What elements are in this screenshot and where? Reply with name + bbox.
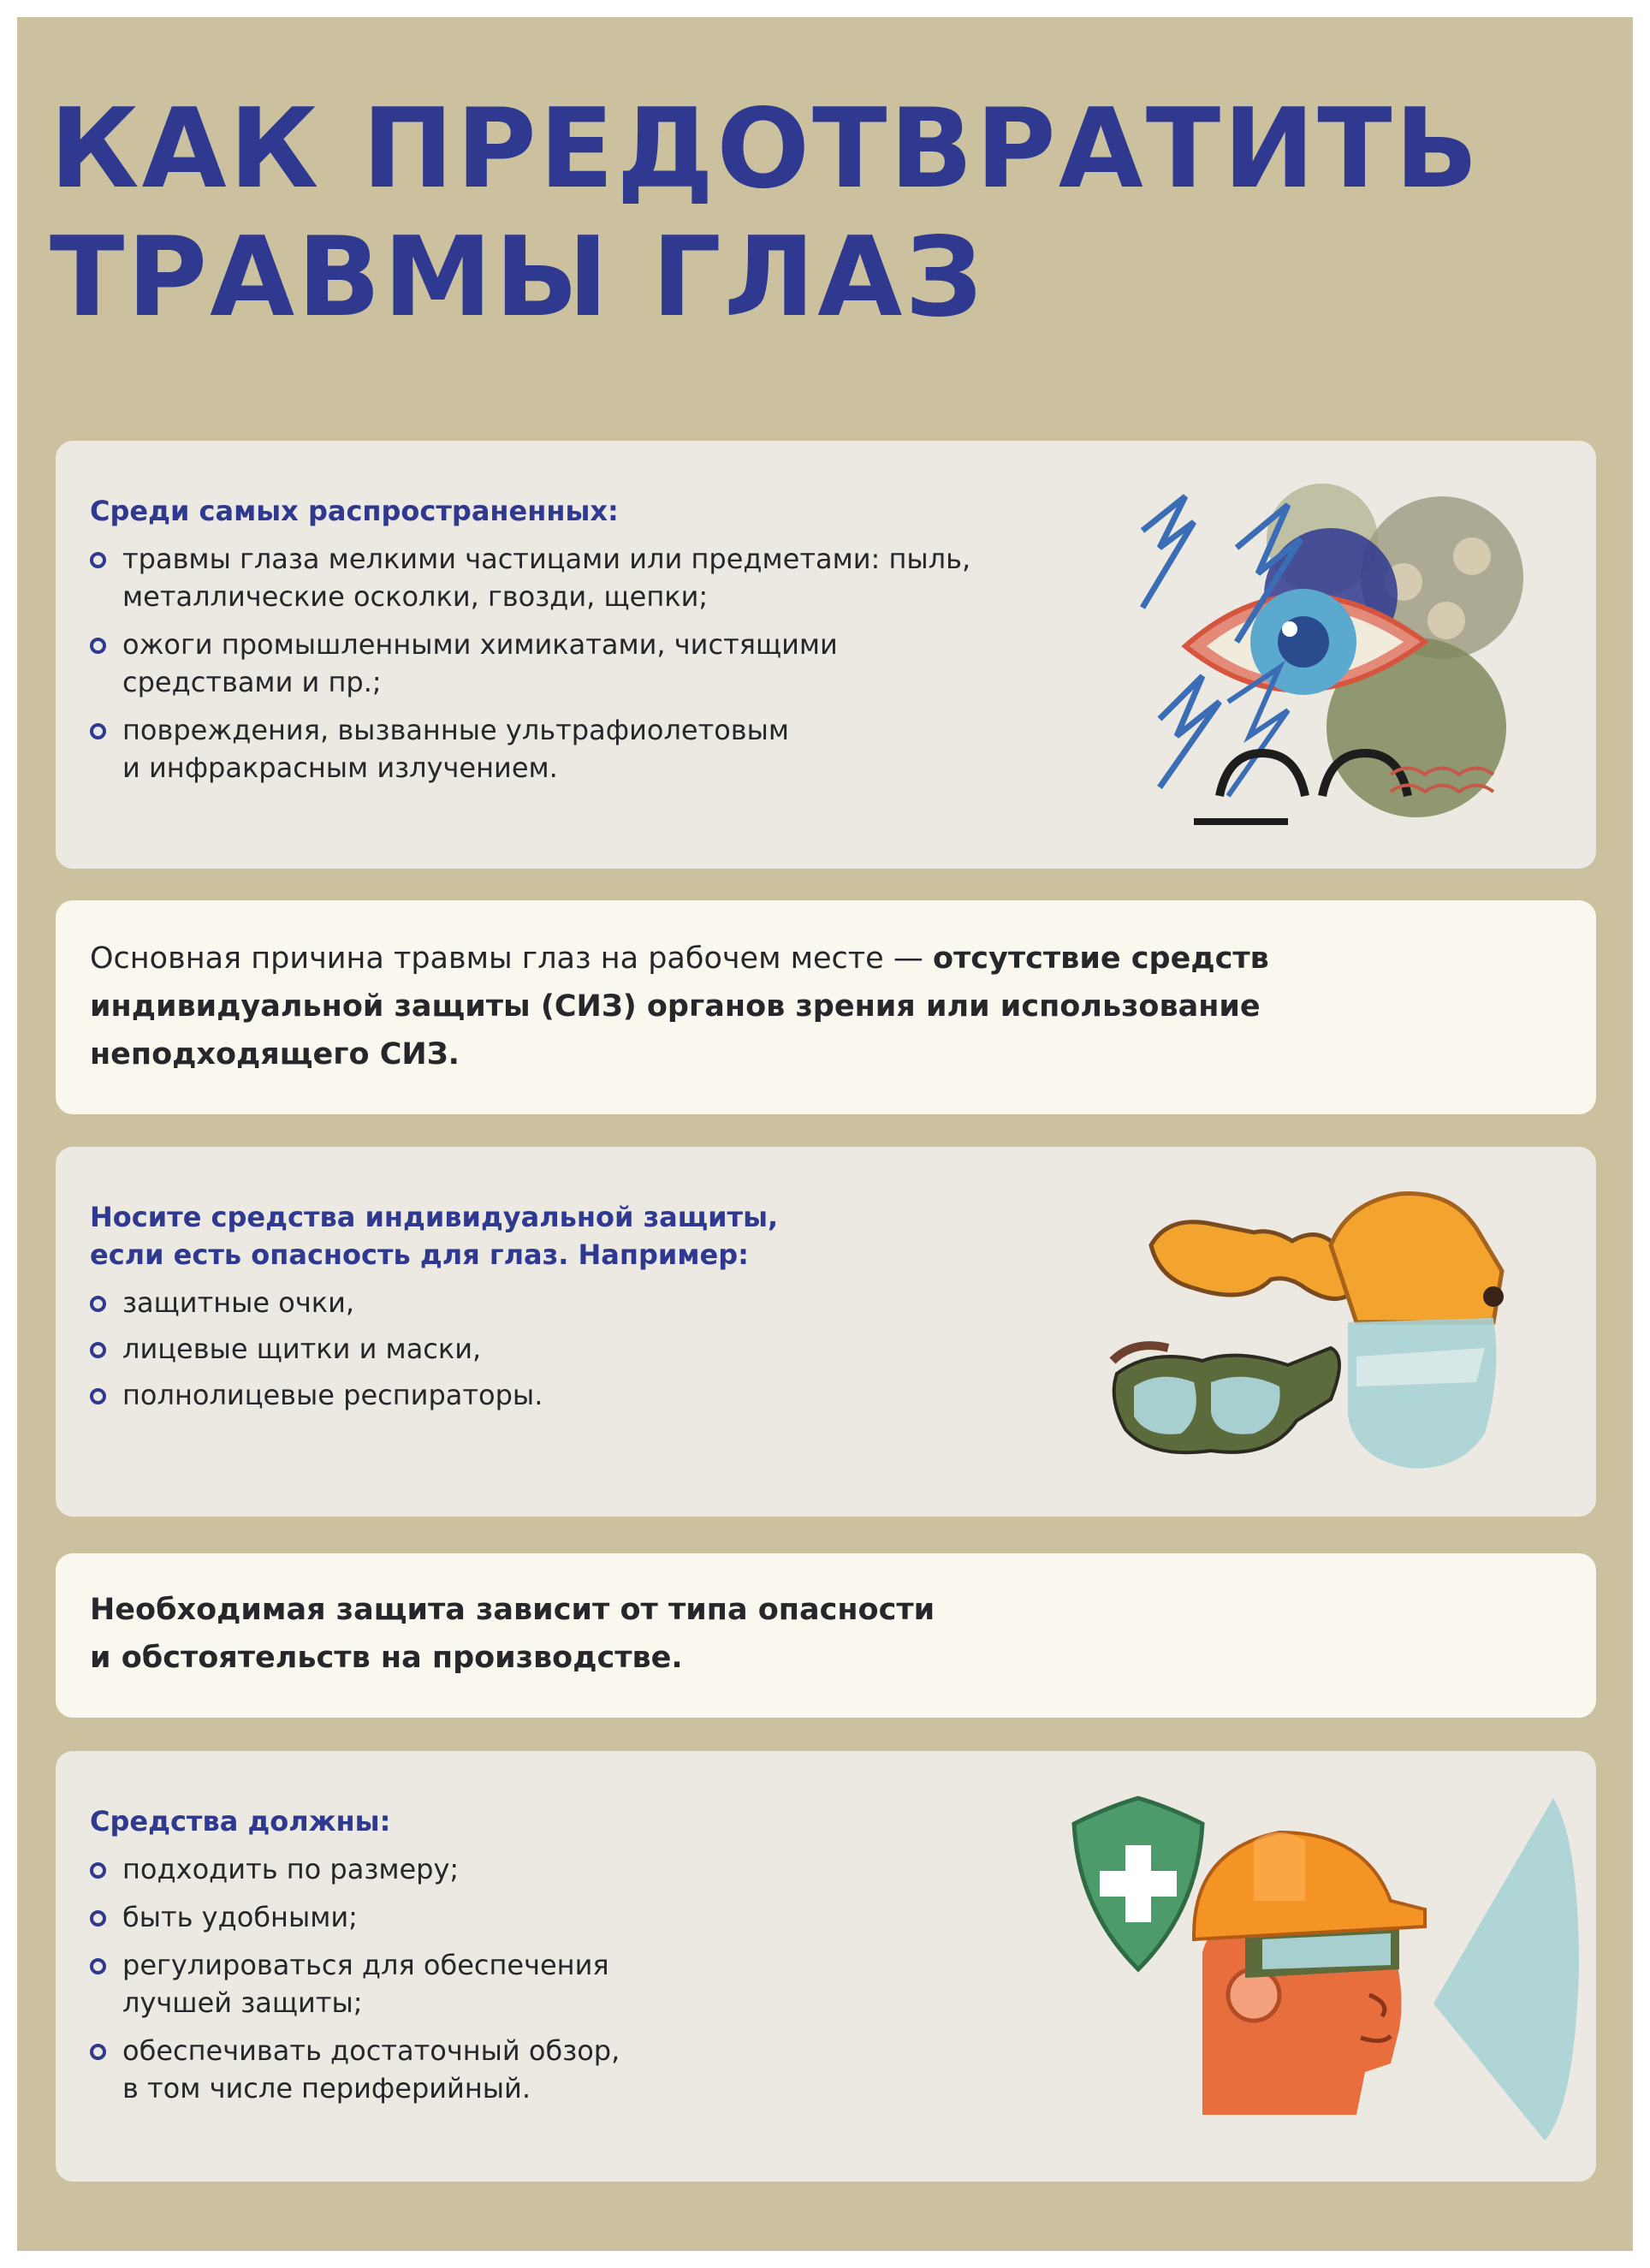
page-title <box>50 86 1481 342</box>
injuries-content <box>90 492 970 797</box>
list-item: быть удобными; <box>90 1898 620 1936</box>
cause-statement-bold: отсутствие средств индивидуальной защиты (СИЗ) органов зрения или использование неподходящего СИЗ. <box>90 941 1269 1072</box>
title-line-1: КАК ПРЕДОТВРАТИТЬ <box>50 86 1481 213</box>
injuries-card <box>56 441 1596 869</box>
ppe-list <box>90 1284 778 1414</box>
list-item: защитные очки, <box>90 1284 778 1321</box>
title-line-2: ТРАВМЫ ГЛАЗ <box>50 214 986 341</box>
list-item: регулироваться для обеспечения лучшей защиты; <box>90 1946 620 2022</box>
list-item: полнолицевые респираторы. <box>90 1376 778 1414</box>
ppe-heading: Носите средства индивидуальной защиты, если есть опасность для глаз. Например: <box>90 1201 779 1271</box>
list-item: лицевые щитки и маски, <box>90 1330 778 1368</box>
worker-with-hardhat-and-shield-illustration <box>1023 1772 1588 2166</box>
requirements-card <box>56 1751 1596 2182</box>
cause-statement <box>90 935 1459 1078</box>
injuries-heading: Среди самых распространенных: <box>90 495 619 527</box>
protection-statement: Необходимая защита зависит от типа опасности и обстоятельств на производстве. <box>90 1593 935 1675</box>
eye-injury-illustration <box>1108 479 1562 839</box>
cause-statement-regular: Основная причина травмы глаз на рабочем месте — <box>90 941 933 976</box>
cause-card <box>56 900 1596 1114</box>
injuries-list <box>90 540 970 787</box>
protection-card <box>56 1553 1596 1718</box>
requirements-list <box>90 1850 620 2107</box>
list-item: ожоги промышленными химикатами, чистящими средствами и пр.; <box>90 626 970 701</box>
requirements-heading: Средства должны: <box>90 1805 391 1838</box>
list-item: повреждения, вызванные ультрафиолетовым и инфракрасным излучением. <box>90 711 970 787</box>
list-item: подходить по размеру; <box>90 1850 620 1888</box>
ppe-card <box>56 1147 1596 1517</box>
poster <box>17 17 1633 2251</box>
list-item: обеспечивать достаточный обзор, в том числе периферийный. <box>90 2032 620 2107</box>
list-item: травмы глаза мелкими частицами или предметами: пыль, металлические осколки, гвозди, щепки; <box>90 540 970 615</box>
ppe-content <box>90 1198 778 1422</box>
requirements-content <box>90 1802 620 2117</box>
shield-icon <box>1074 1798 1202 1969</box>
goggles-and-face-shield-illustration <box>1100 1177 1562 1493</box>
